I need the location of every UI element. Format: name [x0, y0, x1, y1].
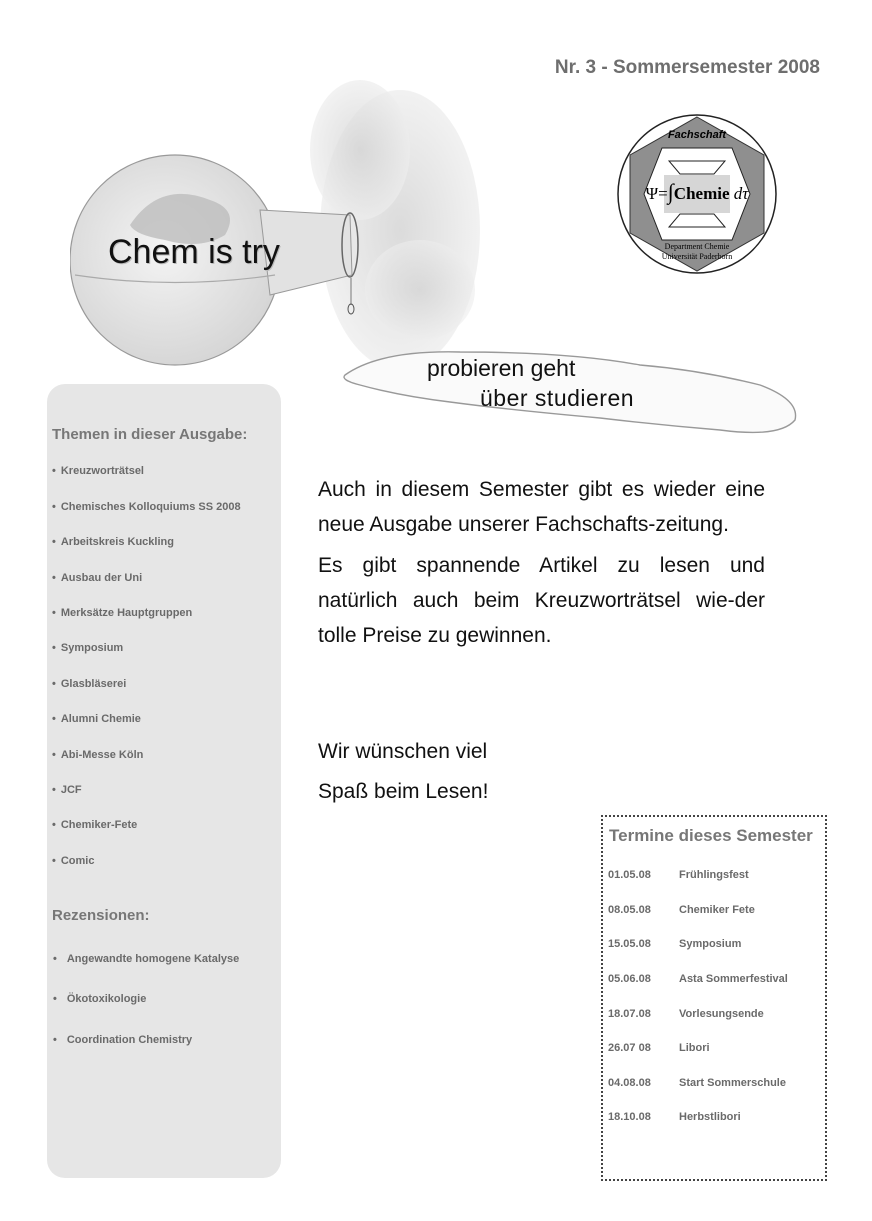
event-row — [608, 1111, 741, 1123]
event-name: Start Sommerschule — [679, 1077, 786, 1089]
sidebar-item — [52, 465, 144, 477]
logo-psi: Ψ= — [645, 184, 668, 203]
logo-dtau: dτ — [733, 184, 749, 203]
greeting-line2: Spaß beim Lesen! — [318, 780, 489, 803]
review-item-label: Ökotoxikologie — [66, 993, 147, 1005]
review-item-label: Angewandte homogene Katalyse — [66, 953, 240, 965]
event-date: 18.10.08 — [608, 1111, 651, 1123]
bullet: • — [52, 819, 56, 831]
sidebar-item-label: JCF — [60, 784, 82, 796]
sidebar-heading: Themen in dieser Ausgabe: — [52, 426, 248, 443]
sidebar-item-label: Chemiker-Fete — [60, 819, 138, 831]
event-row — [608, 973, 788, 985]
events-box — [601, 815, 827, 1181]
logo-integral: ∫ — [667, 179, 674, 204]
sidebar-item — [52, 713, 141, 725]
event-name: Symposium — [679, 938, 742, 950]
sidebar-item-label: Kreuzworträtsel — [60, 465, 144, 477]
sidebar-item — [52, 642, 123, 654]
sidebar-item-label: Symposium — [60, 642, 124, 654]
event-date: 05.06.08 — [608, 973, 651, 985]
logo-bottom-line2: Universität Paderborn — [661, 252, 733, 261]
logo-top-text: Fachschaft — [667, 129, 727, 141]
greeting — [318, 732, 488, 812]
review-item — [53, 1034, 192, 1046]
bullet: • — [52, 642, 56, 654]
sidebar-item — [52, 607, 192, 619]
event-row — [608, 869, 749, 881]
sidebar-item-label: Chemisches Kolloquiums SS 2008 — [60, 501, 241, 513]
sidebar-item — [52, 784, 82, 796]
event-name: Chemiker Fete — [679, 904, 755, 916]
hero-title: Chem is try — [108, 233, 280, 271]
bullet: • — [52, 501, 56, 513]
bullet: • — [52, 855, 56, 867]
logo-bottom-line1: Department Chemie — [664, 242, 730, 251]
sidebar-topics — [47, 384, 281, 1178]
event-row — [608, 1042, 710, 1054]
event-date: 26.07 08 — [608, 1042, 651, 1054]
event-row — [608, 904, 755, 916]
review-item — [53, 953, 239, 965]
bullet: • — [53, 1034, 57, 1046]
fachschaft-logo — [604, 111, 790, 277]
sidebar-item-label: Alumni Chemie — [60, 713, 141, 725]
bullet: • — [52, 465, 56, 477]
intro-text — [318, 472, 765, 653]
review-item-label: Coordination Chemistry — [66, 1034, 193, 1046]
sidebar-item — [52, 536, 174, 548]
event-name: Libori — [679, 1042, 710, 1054]
event-name: Vorlesungsende — [679, 1008, 764, 1020]
logo-word: Chemie — [673, 184, 730, 203]
event-date: 04.08.08 — [608, 1077, 651, 1089]
greeting-line1: Wir wünschen viel — [318, 740, 488, 763]
event-date: 01.05.08 — [608, 869, 651, 881]
bullet: • — [53, 993, 57, 1005]
event-name: Frühlingsfest — [679, 869, 749, 881]
bullet: • — [52, 536, 56, 548]
events-title: Termine dieses Semester — [609, 826, 813, 845]
event-row — [608, 1077, 786, 1089]
bullet: • — [52, 713, 56, 725]
intro-paragraph-1: Auch in diesem Semester gibt es wieder eine neue Ausgabe unserer Fachschafts-zeitung. — [318, 478, 765, 536]
event-date: 15.05.08 — [608, 938, 651, 950]
event-date: 18.07.08 — [608, 1008, 651, 1020]
sidebar-item-label: Abi-Messe Köln — [60, 749, 144, 761]
reviews-heading: Rezensionen: — [52, 907, 150, 924]
logo-formula — [604, 179, 790, 205]
bullet: • — [53, 953, 57, 965]
sidebar-item — [52, 749, 143, 761]
banner-line2: über studieren — [480, 385, 635, 411]
issue-label: Nr. 3 - Sommersemester 2008 — [554, 57, 820, 78]
event-name: Asta Sommerfestival — [679, 973, 788, 985]
event-name: Herbstlibori — [679, 1111, 741, 1123]
sidebar-item — [52, 572, 142, 584]
sidebar-item-label: Glasbläserei — [60, 678, 127, 690]
intro-paragraph-2: Es gibt spannende Artikel zu lesen und natürlich auch beim Kreuzworträtsel wie-der tolle Preise zu gewinnen. — [318, 554, 765, 647]
banner-line1: probieren geht — [427, 355, 576, 381]
sidebar-item — [52, 819, 137, 831]
sidebar-item-label: Ausbau der Uni — [60, 572, 143, 584]
bullet: • — [52, 784, 56, 796]
event-row — [608, 1008, 764, 1020]
bullet: • — [52, 678, 56, 690]
motto-banner — [340, 330, 810, 450]
sidebar-item-label: Arbeitskreis Kuckling — [60, 536, 174, 548]
sidebar-item-label: Comic — [60, 855, 95, 867]
sidebar-item — [52, 501, 241, 513]
sidebar-item — [52, 678, 126, 690]
bullet: • — [52, 607, 56, 619]
review-item — [53, 993, 146, 1005]
bullet: • — [52, 749, 56, 761]
bullet: • — [52, 572, 56, 584]
sidebar-item-label: Merksätze Hauptgruppen — [60, 607, 193, 619]
event-row — [608, 938, 741, 950]
event-date: 08.05.08 — [608, 904, 651, 916]
sidebar-item — [52, 855, 94, 867]
